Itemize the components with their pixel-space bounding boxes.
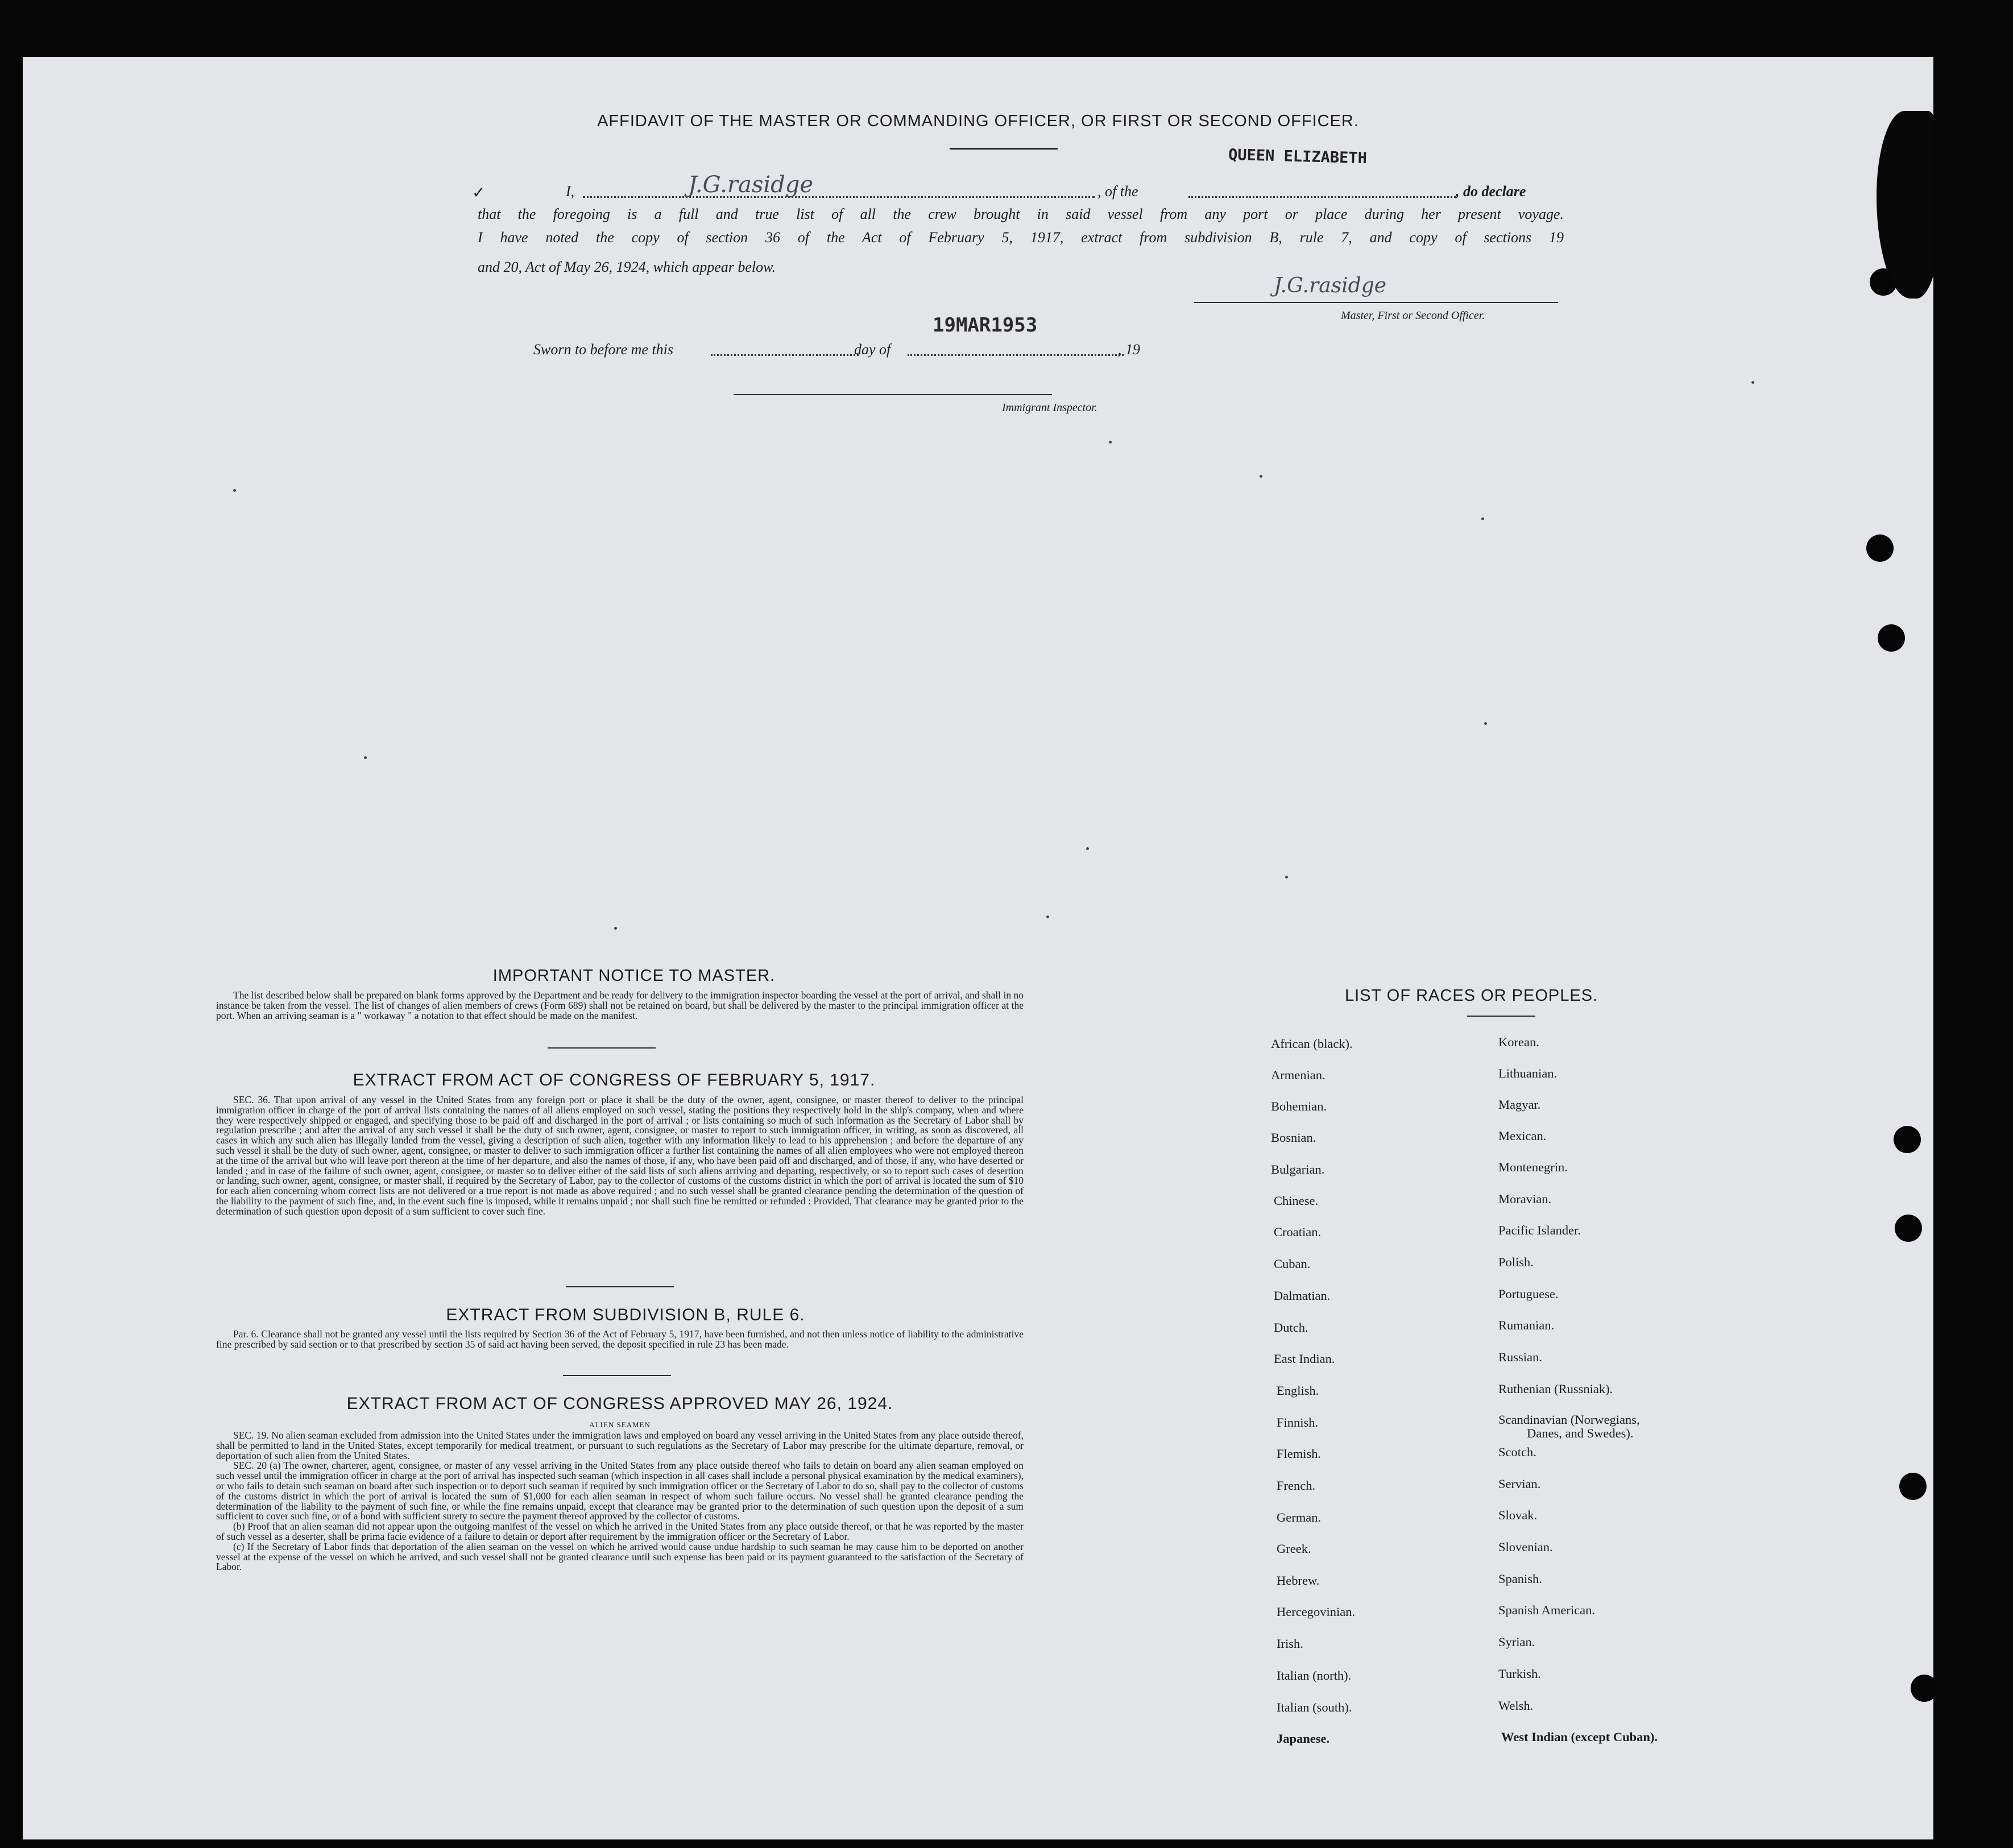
paper-speck: [1481, 517, 1484, 520]
race-right: Moravian.: [1498, 1192, 1552, 1206]
vessel-name-line: [1188, 196, 1456, 198]
binder-hole: [1911, 1675, 1933, 1702]
inspector-line: [734, 394, 1052, 395]
master-signature-line: [1194, 302, 1558, 303]
affidavit-line-3: I have noted the copy of section 36 of the Act of February 5, 1917, extract from subdivision B, rule 7, and copy of sections 19: [478, 229, 1564, 246]
binder-hole: [1866, 534, 1894, 562]
sworn-month-line: [908, 354, 1124, 356]
binder-hole: [1895, 1215, 1922, 1242]
paper-speck: [1285, 876, 1288, 879]
subdivision-text: [216, 1329, 1024, 1350]
alien-seamen-subheading: ALIEN SEAMEN: [589, 1420, 651, 1429]
race-left: Armenian.: [1271, 1068, 1326, 1082]
race-left: Italian (north).: [1277, 1668, 1352, 1683]
race-left: Finnish.: [1277, 1415, 1319, 1429]
extract-1924-text: [216, 1431, 1024, 1572]
binder-hole: [1878, 624, 1905, 652]
sec-20a-paragraph: SEC. 20 (a) The owner, charterer, agent, consignee, or master of any vessel arriving in the United States from any place outside thereof who fails to detain on board any alien seaman employed on such vessel until the immigration officer in charge at the port of arrival has inspected such seaman (which inspection in all cases shall include a personal physical examination by the medical examiners), or who fails to detain such seaman on board after such inspection or to deport such seaman if required by such immigration officer or the Secretary of Labor to do so, shall pay to the collector of customs of the customs district in which the port of arrival is located the sum of $1,000 for each alien seaman in respect of whom such failure occurs. No vessel shall be granted clearance pending the determination of the liability to the payment of such fine, or while the fine remains unpaid, except that clearance may be granted prior to the determination of such question upon the deposit of a sum sufficient to cover such fine, or of a bond with sufficient surety to secure the payment thereof approved by the collector of customs.: [216, 1460, 1024, 1522]
race-left: Croatian.: [1274, 1225, 1322, 1239]
race-left: Hebrew.: [1277, 1573, 1320, 1588]
race-right: Scandinavian (Norwegians,: [1498, 1412, 1640, 1427]
tick-mark: ✓: [472, 184, 486, 202]
race-right: Slovak.: [1498, 1508, 1538, 1522]
race-right: Scotch.: [1498, 1445, 1536, 1459]
races-rule: [1467, 1016, 1535, 1017]
race-left: Greek.: [1277, 1542, 1311, 1556]
paper-speck: [1484, 722, 1487, 725]
race-right: Rumanian.: [1498, 1318, 1555, 1332]
paper-speck: [1260, 475, 1262, 478]
race-left: Chinese.: [1274, 1194, 1319, 1208]
notice-title: IMPORTANT NOTICE TO MASTER.: [492, 967, 776, 985]
sec-36-paragraph: SEC. 36. That upon arrival of any vessel in the United States from any foreign port or place it shall be the duty of the owner, agent, consignee, or master thereof to deliver to the principal immigration officer in charge of the port of arrival lists containing the names of all aliens employed on such vessel, stating the positions they respectively hold in the ship's company, when and where they were respectively shipped or engaged, and specifying those to be paid off and discharged in the port of arrival ; or lists containing so much of such information as the Secretary of Labor shall by regulation prescribe ; and after the arrival of any such vessel it shall be the duty of such owner, agent, consignee, or master to report to such immigration officer, in writing, as soon as discovered, all cases in which any such alien has illegally landed from the vessel, giving a description of such alien, together with any information likely to lead to his apprehension ; and before the departure of any such vessel it shall be the duty of such owner, agent, consignee, or master to deliver to such immigration officer a further list containing the names of all alien employees who were not employed thereon at the time of the arrival but who will leave port thereon at the time of her departure, and also the names of those, if any, who have been paid off and discharged, and of those, if any, who have deserted or landed ; and in case of the failure of such owner, agent, consignee, or master so to deliver either of the said lists of such aliens arriving and departing, respectively, or so to report such cases of desertion or landing, such owner, agent, consignee, or master shall, if required by the Secretary of Labor, pay to the collector of customs of the customs district in which the port of arrival is located the sum of $10 for each alien concerning whom correct lists are not delivered or a true report is not made as above required ; and no such vessel shall be granted clearance pending the determination of the question of the liability to the payment of such fine, and, in the event such fine is imposed, while it remains unpaid ; nor shall such fine be remitted or refunded : Provided, That clearance may be granted prior to the determination of such question upon deposit of a sum sufficient to cover such fine.: [216, 1094, 1024, 1217]
binder-hole: [1894, 1126, 1921, 1153]
race-right: Servian.: [1498, 1477, 1541, 1491]
race-right-continuation: Danes, and Swedes).: [1527, 1426, 1634, 1440]
sec-20b-paragraph: (b) Proof that an alien seaman did not appear upon the outgoing manifest of the vessel on which he arrived in the United States from any place outside thereof, or that he was reported by the master of such vessel as a deserter, shall be prima facie evidence of a failure to detain or deport after requirement by the immigration officer or the Secretary of Labor.: [216, 1520, 1024, 1542]
extract-1924-title: EXTRACT FROM ACT OF CONGRESS APPROVED MAY 26, 1924.: [346, 1394, 893, 1413]
race-right: West Indian (except Cuban).: [1501, 1730, 1658, 1744]
par-6-paragraph: Par. 6. Clearance shall not be granted any vessel until the lists required by Section 36 of the Act of February 5, 1917, have been furnished, and not then unless notice of liability to the administrative fine prescribed by said section or to that prescribed by section 35 of said act having been served, the deposit specified in rule 23 has been made.: [216, 1328, 1024, 1350]
paper-speck: [364, 756, 367, 759]
inspector-caption: Immigrant Inspector.: [1002, 401, 1097, 414]
paper-speck: [1086, 847, 1089, 850]
race-right: Turkish.: [1498, 1667, 1541, 1681]
notice-rule: [548, 1047, 656, 1049]
race-left: German.: [1277, 1510, 1322, 1524]
race-left: Dalmatian.: [1274, 1288, 1331, 1303]
race-left: Dutch.: [1274, 1320, 1308, 1335]
race-right: Pacific Islander.: [1498, 1223, 1581, 1237]
race-left: Irish.: [1277, 1636, 1303, 1651]
sworn-prefix: Sworn to before me this: [533, 341, 674, 358]
extract-1917-rule: [566, 1286, 674, 1287]
race-right: Welsh.: [1498, 1698, 1534, 1713]
race-left: Cuban.: [1274, 1257, 1311, 1271]
race-left: East Indian.: [1274, 1352, 1335, 1366]
officer-name-signature: J.G.rasidge: [688, 172, 814, 198]
notice-text: [216, 991, 1024, 1021]
affidavit-line-4: and 20, Act of May 26, 1924, which appear below.: [478, 259, 776, 275]
race-right: Ruthenian (Russniak).: [1498, 1382, 1613, 1396]
race-right: Syrian.: [1498, 1635, 1535, 1649]
race-right: Spanish American.: [1498, 1603, 1595, 1617]
race-right: Slovenian.: [1498, 1540, 1553, 1554]
date-stamp: 19MAR1953: [933, 314, 1038, 337]
race-left: African (black).: [1271, 1037, 1353, 1051]
race-right: Portuguese.: [1498, 1287, 1559, 1301]
race-left: Hercegovinian.: [1277, 1605, 1356, 1619]
race-right: Korean.: [1498, 1035, 1539, 1049]
race-left: Italian (south).: [1277, 1700, 1352, 1714]
race-left: Flemish.: [1277, 1447, 1322, 1461]
title-rule: [950, 148, 1058, 150]
affidavit-i: I,: [566, 183, 575, 200]
affidavit-line-2: that the foregoing is a full and true list of all the crew brought in said vessel from any port or place during her present voyage.: [478, 206, 1564, 222]
race-left: Japanese.: [1277, 1731, 1330, 1746]
race-right: Russian.: [1498, 1350, 1542, 1364]
paper-speck: [1109, 441, 1112, 444]
vessel-name-stamp: QUEEN ELIZABETH: [1228, 146, 1368, 168]
notice-paragraph: The list described below shall be prepared on blank forms approved by the Department and be ready for delivery to the immigration inspector boarding the vessel at the port of arrival, and shall in no instance be taken from the vessel. The list of changes of alien members of crews (Form 689) shall not be retained on board, but shall be delivered by the master to the principal immigration officer at the port. When an arriving seaman is a " workaway " a notation to that effect should be made on the manifest.: [216, 989, 1024, 1021]
binder-hole: [1899, 1473, 1927, 1500]
master-caption: Master, First or Second Officer.: [1341, 309, 1485, 322]
sworn-day-line: [711, 354, 859, 356]
sec-20c-paragraph: (c) If the Secretary of Labor finds that deportation of the alien seaman on the vessel on which he arrived would cause undue hardship to such seaman he may cause him to be deported on another vessel at the expense of the vessel on which he arrived, and such vessel shall not be granted clearance until such expense has been paid or its payment guaranteed to the satisfaction of the Secretary of Labor.: [216, 1540, 1024, 1573]
races-title: LIST OF RACES OR PEOPLES.: [1345, 987, 1598, 1005]
race-right: Mexican.: [1498, 1129, 1547, 1143]
subdivision-title: EXTRACT FROM SUBDIVISION B, RULE 6.: [446, 1306, 805, 1324]
paper-speck: [1751, 381, 1754, 384]
document-page: [23, 57, 1933, 1839]
extract-1917-title: EXTRACT FROM ACT OF CONGRESS OF FEBRUARY 5, 1917.: [353, 1071, 876, 1089]
paper-speck: [1046, 915, 1049, 918]
affidavit-title: AFFIDAVIT OF THE MASTER OR COMMANDING OFFICER, OR FIRST OR SECOND OFFICER.: [597, 112, 1359, 130]
sec-19-paragraph: SEC. 19. No alien seaman excluded from admission into the United States under the immigration laws and employed on board any vessel arriving in the United States from any place outside thereof, shall be permitted to land in the United States, except temporarily for medical treatment, or pursuant to such regulations as the Secretary of Labor may prescribe for the ultimate departure, removal, or deportation of such alien from the United States.: [216, 1429, 1024, 1461]
extract-1917-text: [216, 1095, 1024, 1217]
master-signature: J.G.rasidge: [1274, 274, 1387, 297]
race-right: Polish.: [1498, 1255, 1534, 1269]
sworn-day-of: day of: [854, 341, 891, 358]
subdivision-rule: [563, 1375, 671, 1376]
race-left: Bosnian.: [1271, 1130, 1316, 1145]
race-right: Magyar.: [1498, 1097, 1541, 1112]
sworn-year: , 19: [1118, 341, 1140, 358]
paper-speck: [233, 489, 236, 492]
race-left: French.: [1277, 1478, 1316, 1493]
race-left: English.: [1277, 1383, 1319, 1398]
race-right: Montenegrin.: [1498, 1160, 1568, 1174]
race-left: Bulgarian.: [1271, 1162, 1325, 1176]
race-left: Bohemian.: [1271, 1099, 1327, 1113]
do-declare-label: , do declare: [1456, 183, 1526, 200]
race-right: Lithuanian.: [1498, 1066, 1558, 1080]
paper-speck: [614, 927, 617, 930]
officer-name-line: [583, 196, 1095, 198]
of-the-label: , of the: [1097, 183, 1138, 200]
race-right: Spanish.: [1498, 1572, 1542, 1586]
